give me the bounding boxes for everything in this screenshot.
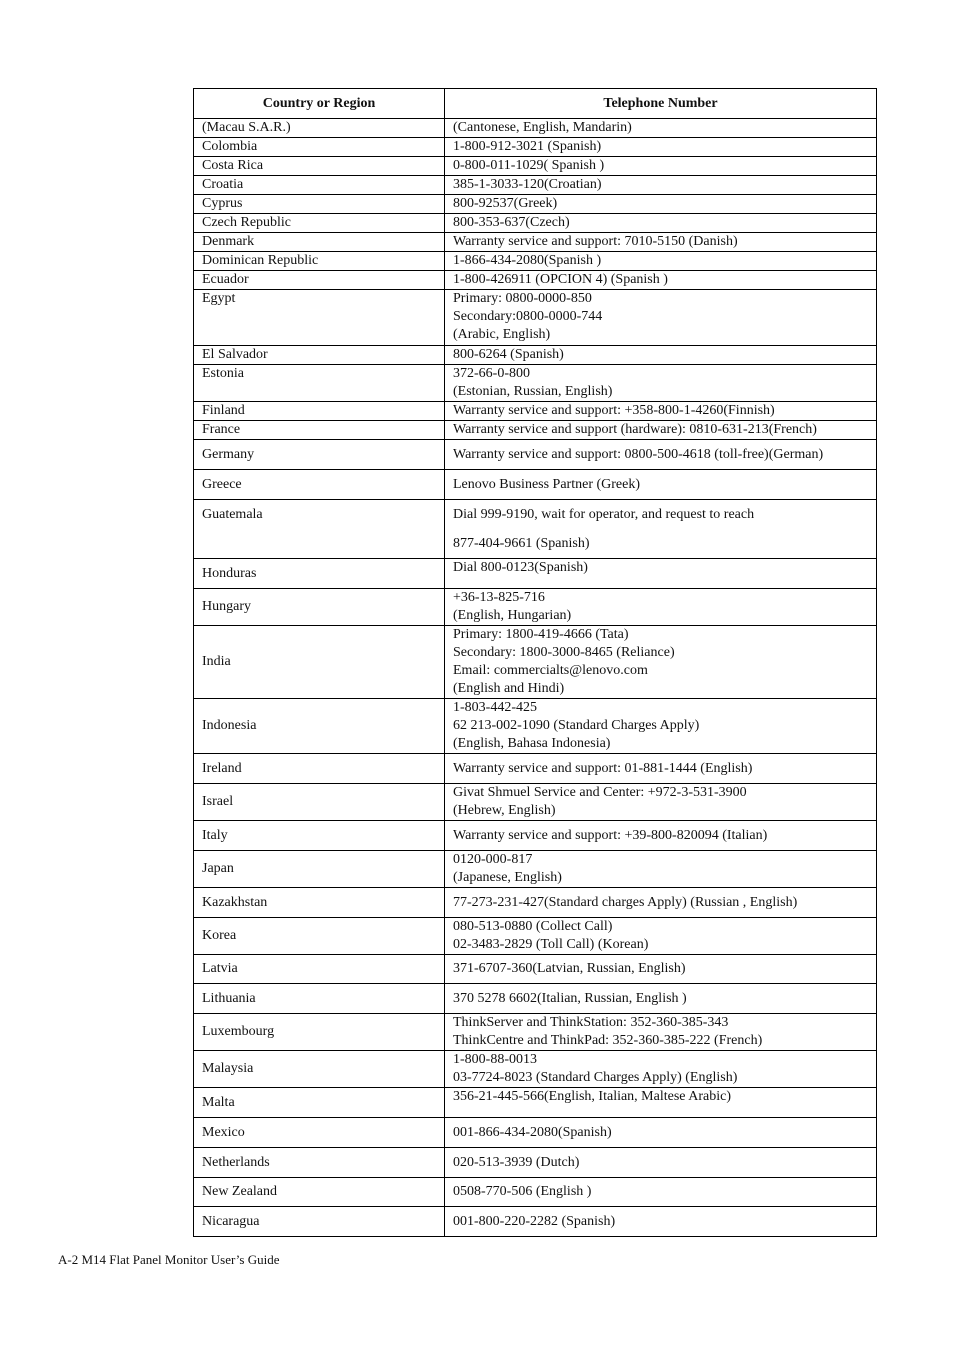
country-cell: Greece <box>194 470 445 500</box>
country-cell: New Zealand <box>194 1178 445 1207</box>
phone-cell <box>445 1118 877 1148</box>
phone-cell <box>445 271 877 290</box>
phone-line: Warranty service and support: 7010-5150 (Danish) <box>453 234 738 249</box>
table-row <box>194 195 877 214</box>
phone-line: 877-404-9661 (Spanish) <box>453 536 590 551</box>
phone-line: ThinkCentre and ThinkPad: 352-360-385-222 (French) <box>453 1033 763 1048</box>
header-telephone: Telephone Number <box>445 89 877 119</box>
table-row <box>194 252 877 271</box>
table-row <box>194 271 877 290</box>
country-cell: Egypt <box>194 290 445 346</box>
table-row <box>194 365 877 402</box>
phone-line: (Estonian, Russian, English) <box>453 384 613 399</box>
phone-cell <box>445 1014 877 1051</box>
country-cell: Indonesia <box>194 699 445 754</box>
country-cell: Estonia <box>194 365 445 402</box>
phone-cell <box>445 918 877 955</box>
table-row <box>194 1014 877 1051</box>
phone-cell <box>445 252 877 271</box>
phone-line: ThinkServer and ThinkStation: 352-360-385-343 <box>453 1015 729 1030</box>
country-cell: Colombia <box>194 138 445 157</box>
table-row <box>194 157 877 176</box>
table-row <box>194 589 877 626</box>
phone-line: Warranty service and support: +358-800-1-4260(Finnish) <box>453 403 775 418</box>
phone-line: 0120-000-817 <box>453 852 533 867</box>
phone-line: 1-803-442-425 <box>453 700 537 715</box>
phone-line: 001-866-434-2080(Spanish) <box>453 1124 612 1140</box>
phone-line: 370 5278 6602(Italian, Russian, English ) <box>453 990 687 1006</box>
phone-line: (Hebrew, English) <box>453 803 556 818</box>
phone-line: 800-6264 (Spanish) <box>453 347 564 362</box>
phone-cell <box>445 1178 877 1207</box>
country-cell: Japan <box>194 851 445 888</box>
country-cell: Costa Rica <box>194 157 445 176</box>
table-row <box>194 1207 877 1237</box>
phone-cell <box>445 754 877 784</box>
table-row <box>194 500 877 559</box>
table-row <box>194 176 877 195</box>
phone-cell <box>445 1051 877 1088</box>
country-cell: Kazakhstan <box>194 888 445 918</box>
phone-line: 03-7724-8023 (Standard Charges Apply) (English) <box>453 1070 738 1085</box>
table-row <box>194 1051 877 1088</box>
country-cell: Ireland <box>194 754 445 784</box>
phone-cell <box>445 1148 877 1178</box>
country-cell: Honduras <box>194 559 445 589</box>
phone-line: (English, Hungarian) <box>453 608 572 623</box>
table-row <box>194 402 877 421</box>
phone-line: 356-21-445-566(English, Italian, Maltese Arabic) <box>453 1089 731 1104</box>
country-cell: Guatemala <box>194 500 445 559</box>
phone-line: Email: commercialts@lenovo.com <box>453 663 648 678</box>
phone-cell <box>445 402 877 421</box>
header-country: Country or Region <box>194 89 445 119</box>
country-cell: Korea <box>194 918 445 955</box>
table-row <box>194 821 877 851</box>
table-row <box>194 290 877 346</box>
phone-line: Warranty service and support (hardware): 0810-631-213(French) <box>453 422 817 437</box>
table-row <box>194 214 877 233</box>
phone-cell <box>445 1088 877 1118</box>
phone-cell <box>445 888 877 918</box>
country-cell: India <box>194 626 445 699</box>
phone-line: (English, Bahasa Indonesia) <box>453 736 611 751</box>
phone-line: 385-1-3033-120(Croatian) <box>453 177 602 192</box>
table-row <box>194 699 877 754</box>
phone-line: Primary: 1800-419-4666 (Tata) <box>453 627 629 642</box>
table-header-row <box>194 89 877 119</box>
phone-cell <box>445 589 877 626</box>
phone-line: Warranty service and support: 01-881-1444 (English) <box>453 760 753 776</box>
phone-cell <box>445 195 877 214</box>
table-row <box>194 918 877 955</box>
phone-cell <box>445 365 877 402</box>
phone-cell <box>445 346 877 365</box>
table-row <box>194 440 877 470</box>
country-cell: Dominican Republic <box>194 252 445 271</box>
table-row <box>194 1118 877 1148</box>
phone-cell <box>445 500 877 559</box>
phone-cell <box>445 626 877 699</box>
table-row <box>194 559 877 589</box>
table-row <box>194 754 877 784</box>
phone-cell <box>445 984 877 1014</box>
table-row <box>194 470 877 500</box>
phone-line: 1-866-434-2080(Spanish ) <box>453 253 602 268</box>
table-row <box>194 1178 877 1207</box>
country-cell: France <box>194 421 445 440</box>
country-cell: Nicaragua <box>194 1207 445 1237</box>
country-cell: El Salvador <box>194 346 445 365</box>
phone-line: 020-513-3939 (Dutch) <box>453 1154 580 1170</box>
phone-line: (Cantonese, English, Mandarin) <box>453 120 632 135</box>
table-row <box>194 421 877 440</box>
country-cell: Finland <box>194 402 445 421</box>
phone-line: (Japanese, English) <box>453 870 562 885</box>
table-row <box>194 984 877 1014</box>
phone-line: 1-800-88-0013 <box>453 1052 537 1067</box>
country-cell: Italy <box>194 821 445 851</box>
phone-line: Secondary: 1800-3000-8465 (Reliance) <box>453 645 675 660</box>
phone-cell <box>445 138 877 157</box>
phone-line: 0-800-011-1029( Spanish ) <box>453 158 605 173</box>
phone-cell <box>445 955 877 984</box>
phone-line: +36-13-825-716 <box>453 590 545 605</box>
phone-line: Lenovo Business Partner (Greek) <box>453 476 641 492</box>
phone-line: 62 213-002-1090 (Standard Charges Apply) <box>453 718 700 733</box>
country-cell: Germany <box>194 440 445 470</box>
support-phone-table <box>193 88 877 1237</box>
country-cell: (Macau S.A.R.) <box>194 119 445 138</box>
phone-line: 77-273-231-427(Standard charges Apply) (Russian , English) <box>453 894 798 910</box>
phone-line: 02-3483-2829 (Toll Call) (Korean) <box>453 937 649 952</box>
country-cell: Croatia <box>194 176 445 195</box>
phone-cell <box>445 440 877 470</box>
phone-line: 372-66-0-800 <box>453 366 530 381</box>
phone-cell <box>445 119 877 138</box>
phone-line: 1-800-912-3021 (Spanish) <box>453 139 602 154</box>
table-row <box>194 346 877 365</box>
table-row <box>194 888 877 918</box>
phone-cell <box>445 233 877 252</box>
phone-cell <box>445 851 877 888</box>
table-row <box>194 784 877 821</box>
phone-line: 1-800-426911 (OPCION 4) (Spanish ) <box>453 272 668 287</box>
phone-line: Warranty service and support: +39-800-820094 (Italian) <box>453 827 768 843</box>
phone-cell <box>445 290 877 346</box>
country-cell: Israel <box>194 784 445 821</box>
table-row <box>194 626 877 699</box>
country-cell: Cyprus <box>194 195 445 214</box>
phone-cell <box>445 559 877 589</box>
table-row <box>194 233 877 252</box>
table-body <box>194 119 877 1237</box>
phone-cell <box>445 699 877 754</box>
country-cell: Malaysia <box>194 1051 445 1088</box>
country-cell: Netherlands <box>194 1148 445 1178</box>
country-cell: Luxembourg <box>194 1014 445 1051</box>
phone-cell <box>445 821 877 851</box>
phone-cell <box>445 214 877 233</box>
phone-cell <box>445 1207 877 1237</box>
country-cell: Malta <box>194 1088 445 1118</box>
phone-line: Secondary:0800-0000-744 <box>453 309 603 324</box>
country-cell: Mexico <box>194 1118 445 1148</box>
phone-line: Dial 999-9190, wait for operator, and request to reach <box>453 507 755 522</box>
country-cell: Czech Republic <box>194 214 445 233</box>
table-row <box>194 955 877 984</box>
page-footer: A-2 M14 Flat Panel Monitor User’s Guide <box>58 1252 280 1267</box>
phone-line: Givat Shmuel Service and Center: +972-3-531-3900 <box>453 785 747 800</box>
country-cell: Lithuania <box>194 984 445 1014</box>
phone-line: 371-6707-360(Latvian, Russian, English) <box>453 961 686 976</box>
phone-line: Dial 800-0123(Spanish) <box>453 560 588 575</box>
table-row <box>194 138 877 157</box>
phone-cell <box>445 784 877 821</box>
phone-cell <box>445 176 877 195</box>
table-row <box>194 1088 877 1118</box>
table-row <box>194 851 877 888</box>
phone-line: (Arabic, English) <box>453 327 551 342</box>
country-cell: Hungary <box>194 589 445 626</box>
phone-line: 001-800-220-2282 (Spanish) <box>453 1213 616 1229</box>
phone-cell <box>445 421 877 440</box>
country-cell: Latvia <box>194 955 445 984</box>
table-row <box>194 119 877 138</box>
phone-line: (English and Hindi) <box>453 681 565 696</box>
phone-line: 800-92537(Greek) <box>453 196 558 211</box>
phone-cell <box>445 470 877 500</box>
phone-line: Warranty service and support: 0800-500-4618 (toll-free)(German) <box>453 446 824 462</box>
phone-line: 0508-770-506 (English ) <box>453 1184 592 1199</box>
phone-line: 080-513-0880 (Collect Call) <box>453 919 613 934</box>
country-cell: Ecuador <box>194 271 445 290</box>
phone-line: Primary: 0800-0000-850 <box>453 291 592 306</box>
phone-line: 800-353-637(Czech) <box>453 215 570 230</box>
phone-cell <box>445 157 877 176</box>
country-cell: Denmark <box>194 233 445 252</box>
table-row <box>194 1148 877 1178</box>
